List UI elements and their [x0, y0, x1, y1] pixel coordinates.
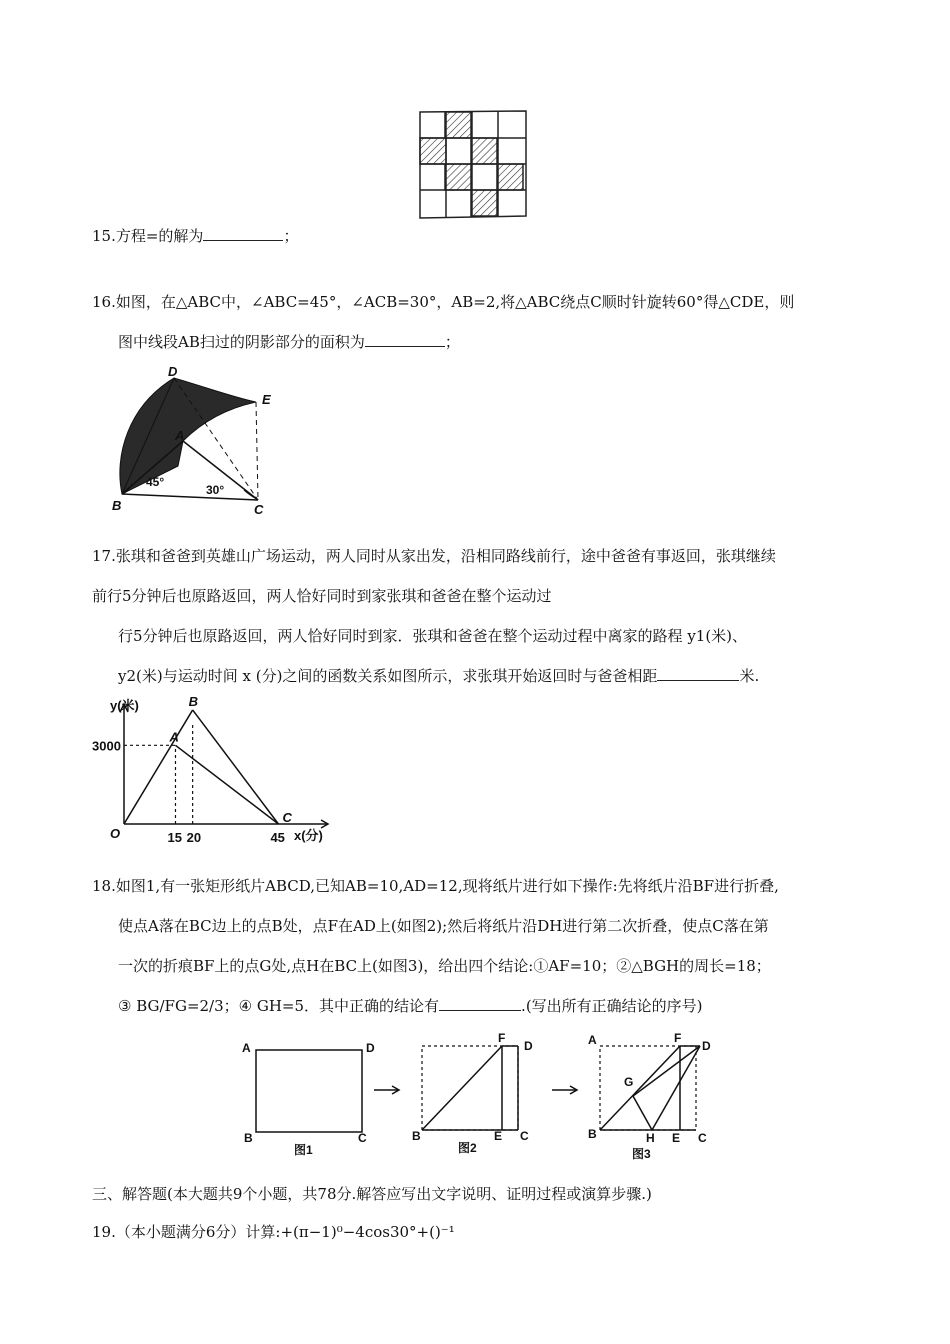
label-45: 45°	[146, 475, 165, 489]
label-E: E	[262, 392, 271, 407]
fig1-label-D: D	[366, 1041, 375, 1055]
folding-figures	[236, 1030, 716, 1165]
distance-time-chart	[92, 696, 342, 846]
answer-blank-16[interactable]	[365, 332, 445, 347]
question-17-line2: 前行5分钟后也原路返回，两人恰好同时到家张琪和爸爸在整个运动过	[92, 587, 552, 605]
fig3-label-F: F	[674, 1031, 682, 1045]
fig3-caption: 图3	[632, 1147, 651, 1161]
point-label-C: C	[282, 810, 292, 825]
answer-blank-15[interactable]	[203, 226, 283, 241]
label-30: 30°	[206, 483, 225, 497]
fig1-label-A: A	[242, 1041, 251, 1055]
fig3-label-C: C	[698, 1131, 707, 1145]
fig2-label-F: F	[498, 1031, 506, 1045]
question-16-end: ；	[444, 333, 460, 351]
question-16-line2-text: 图中线段AB扫过的阴影部分的面积为	[118, 333, 365, 351]
fig3-label-H: H	[646, 1131, 655, 1145]
fig2-label-B: B	[412, 1129, 421, 1143]
section-3-heading: 三、解答题(本大题共9个小题，共78分.解答应写出文字说明、证明过程或演算步骤.)	[92, 1185, 652, 1203]
fig3-label-D: D	[702, 1039, 711, 1053]
question-17-line4	[118, 666, 759, 686]
shaded-region	[120, 378, 256, 494]
label-C: C	[254, 502, 264, 516]
point-label-B: B	[188, 696, 199, 709]
rotation-figure	[108, 366, 278, 516]
fig3-label-B: B	[588, 1127, 597, 1141]
question-15-text: 15.方程=的解为	[92, 227, 204, 245]
fig1-rect	[256, 1050, 362, 1132]
question-17-line4-text: y2(米)与运动时间 x (分)之间的函数关系如图所示，求张琪开始返回时与爸爸相距	[118, 667, 658, 685]
label-B: B	[112, 498, 122, 513]
question-17-line1: 17.张琪和爸爸到英雄山广场运动，两人同时从家出发，沿相同路线前行，途中爸爸有事返回，张琪继续	[92, 547, 776, 565]
fig3-label-G: G	[624, 1075, 634, 1089]
question-16-line1: 16.如图，在△ABC中，∠ABC=45°，∠ACB=30°，AB=2,将△ABC绕点C顺时针旋转60°得△CDE，则	[92, 293, 795, 311]
fig1-label-B: B	[244, 1131, 253, 1145]
fig2-label-C: C	[520, 1129, 529, 1143]
x-tick-45: 45	[270, 830, 285, 845]
question-15	[92, 226, 298, 246]
point-label-A: A	[169, 729, 179, 745]
question-18-line4	[118, 996, 703, 1016]
label-A: A	[175, 428, 185, 443]
question-18-line3: 一次的折痕BF上的点G处,点H在BC上(如图3)，给出四个结论:①AF=10；②△BGH的周长=18；	[118, 957, 771, 975]
fig2-label-D: D	[524, 1039, 533, 1053]
fig3-label-E: E	[672, 1131, 681, 1145]
question-15-end: ；	[283, 227, 299, 245]
fig3-label-A: A	[588, 1033, 597, 1047]
y-tick-3000: 3000	[92, 738, 121, 754]
series-line-father-back	[175, 745, 278, 824]
fig2-caption: 图2	[458, 1141, 477, 1155]
x-tick-15: 15	[167, 830, 182, 845]
x-tick-20: 20	[186, 830, 202, 845]
question-19: 19.（本小题满分6分）计算:+(π−1)⁰−4cos30°+()⁻¹	[92, 1223, 455, 1241]
question-17-line3: 行5分钟后也原路返回，两人恰好同时到家．张琪和爸爸在整个运动过程中离家的路程 y1(米)、	[118, 627, 748, 645]
x-axis-label: x(分)	[294, 828, 323, 843]
fig1-label-C: C	[358, 1131, 367, 1145]
question-17-end: 米.	[739, 667, 760, 685]
question-18-line2: 使点A落在BC边上的点B处，点F在AD上(如图2);然后将纸片沿DH进行第二次折叠，使点C落在第	[118, 917, 769, 935]
origin-label: O	[110, 826, 121, 841]
label-D: D	[168, 366, 178, 379]
question-18-line4-end: .(写出所有正确结论的序号)	[521, 997, 703, 1015]
answer-blank-18[interactable]	[439, 996, 521, 1011]
y-axis-label: y(米)	[110, 698, 139, 713]
answer-blank-17[interactable]	[657, 666, 739, 681]
series-line-zhangqi-back	[193, 710, 279, 824]
series-line-zhangqi-out	[124, 710, 193, 824]
question-16-line2	[118, 332, 460, 352]
checkerboard-figure	[418, 108, 532, 220]
fig1-caption: 图1	[294, 1143, 313, 1157]
question-18-line4-text: ③ BG/FG=2/3；④ GH=5．其中正确的结论有	[118, 997, 440, 1015]
fig2-label-E: E	[494, 1129, 503, 1143]
question-18-line1: 18.如图1,有一张矩形纸片ABCD,已知AB=10,AD=12,现将纸片进行如下操作:先将纸片沿BF进行折叠,	[92, 877, 779, 895]
